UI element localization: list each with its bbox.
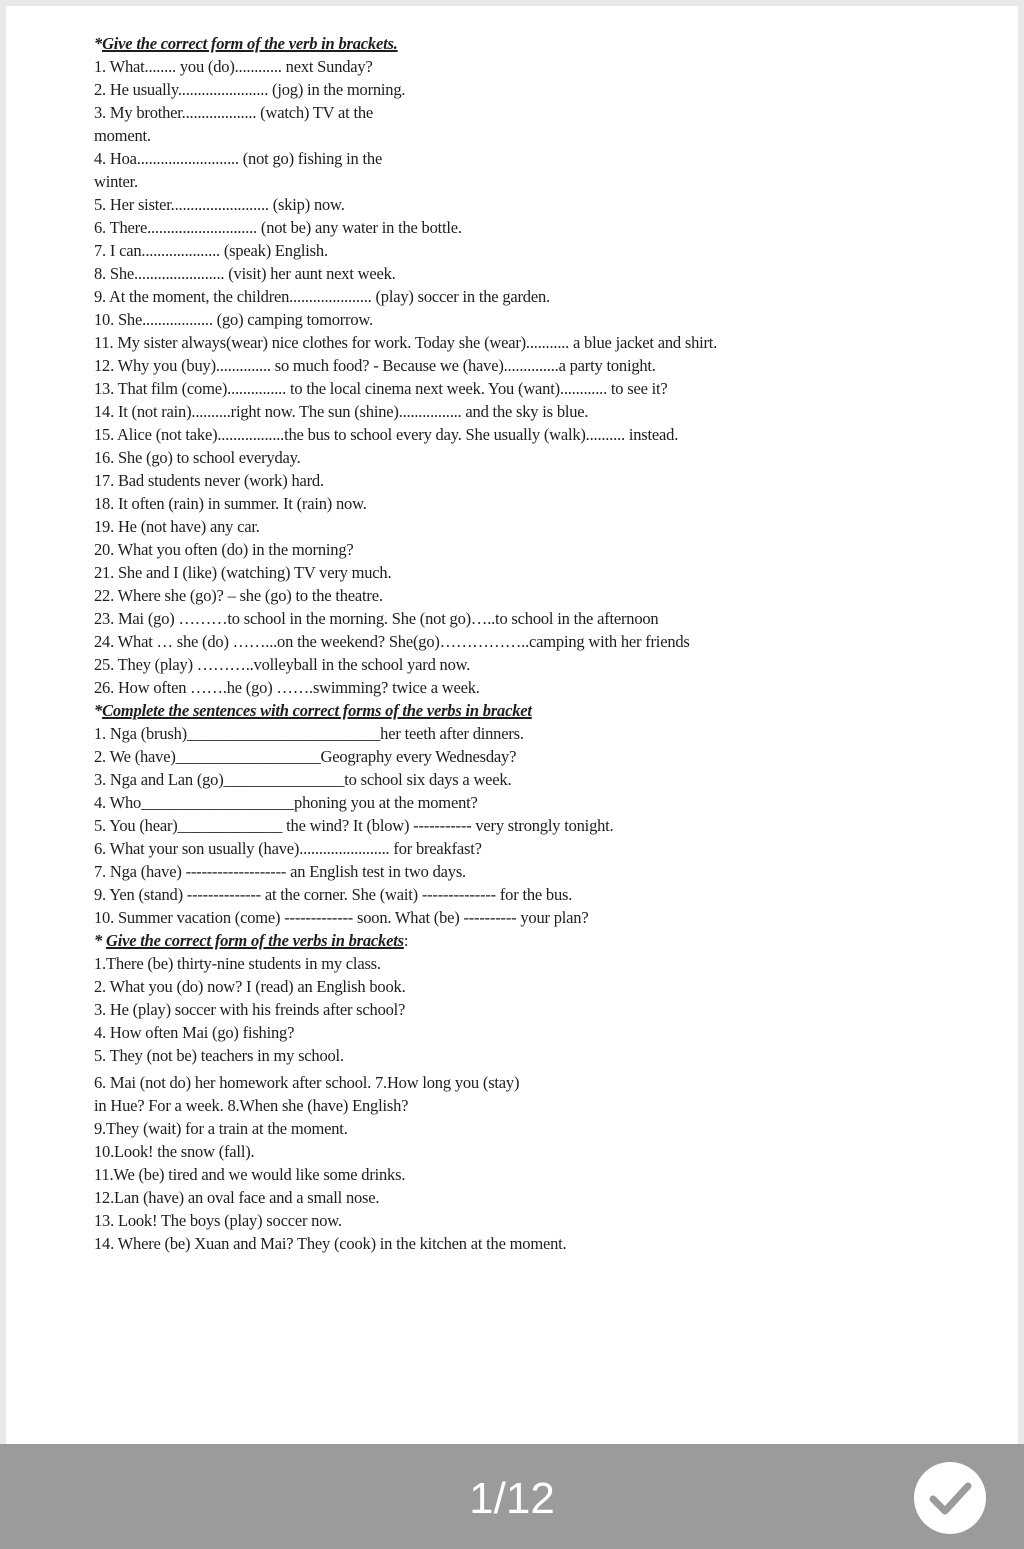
exercise-line: 12. Why you (buy).............. so much food? - Because we (have)..............a party tonight.: [94, 356, 656, 375]
exercise-line: 14. Where (be) Xuan and Mai? They (cook) in the kitchen at the moment.: [94, 1234, 567, 1253]
exercise-line: 3. My brother................... (watch) TV at the: [94, 103, 374, 122]
exercise-line: 12.Lan (have) an oval face and a small nose.: [94, 1188, 380, 1207]
exercise-line: 17. Bad students never (work) hard.: [94, 471, 324, 490]
worksheet-text: [94, 32, 894, 1255]
exercise-line: 22. Where she (go)? – she (go) to the theatre.: [94, 586, 383, 605]
check-icon: [914, 1462, 986, 1534]
exercise-line: 9.They (wait) for a train at the moment.: [94, 1119, 348, 1138]
exercise-line: 13. Look! The boys (play) soccer now.: [94, 1211, 342, 1230]
exercise-line: 9. Yen (stand) -------------- at the corner. She (wait) -------------- for the bus.: [94, 885, 573, 904]
exercise-line: 10.Look! the snow (fall).: [94, 1142, 255, 1161]
exercise-line: 5. They (not be) teachers in my school.: [94, 1046, 344, 1065]
exercise-line: 21. She and I (like) (watching) TV very much.: [94, 563, 392, 582]
exercise-line: 11. My sister always(wear) nice clothes for work. Today she (wear)........... a blue jacket and shirt.: [94, 333, 718, 352]
exercise-line: 9. At the moment, the children..................... (play) soccer in the garden.: [94, 287, 550, 306]
exercise-line: winter.: [94, 172, 138, 191]
exercise-line: 10. She.................. (go) camping tomorrow.: [94, 310, 373, 329]
exercise-line: 23. Mai (go) ………to school in the morning. She (not go)…..to school in the afternoon: [94, 609, 659, 628]
exercise-line: 2. He usually....................... (jog) in the morning.: [94, 80, 406, 99]
exercise-line: 6. What your son usually (have)....................... for breakfast?: [94, 839, 482, 858]
exercise-line: 3. Nga and Lan (go)_______________to school six days a week.: [94, 770, 512, 789]
exercise-line: 4. Who___________________phoning you at the moment?: [94, 793, 478, 812]
exercise-line: 13. That film (come)............... to the local cinema next week. You (want)............ to see it?: [94, 379, 668, 398]
bottom-bar: [0, 1444, 1024, 1549]
exercise-line: 1. Nga (brush)________________________her teeth after dinners.: [94, 724, 524, 743]
exercise-line: 8. She....................... (visit) her aunt next week.: [94, 264, 396, 283]
exercise-line: 6. There............................ (not be) any water in the bottle.: [94, 218, 462, 237]
exercise-line: 10. Summer vacation (come) ------------- soon. What (be) ---------- your plan?: [94, 908, 589, 927]
exercise-line: 2. We (have)__________________Geography every Wednesday?: [94, 747, 517, 766]
exercise-line: 1. What........ you (do)............ next Sunday?: [94, 57, 373, 76]
exercise-line: 2. What you (do) now? I (read) an English book.: [94, 977, 406, 996]
exercise-line: 25. They (play) ………..volleyball in the school yard now.: [94, 655, 471, 674]
exercise-line: 11.We (be) tired and we would like some drinks.: [94, 1165, 406, 1184]
exercise-line: 1.There (be) thirty-nine students in my class.: [94, 954, 381, 973]
exercise-line: 5. Her sister......................... (skip) now.: [94, 195, 345, 214]
section1-heading: *Give the correct form of the verb in brackets.: [94, 34, 398, 53]
exercise-line: 24. What … she (do) ……...on the weekend? She(go)……………..camping with her friends: [94, 632, 690, 651]
exercise-line: 15. Alice (not take).................the bus to school every day. She usually (walk).......... instead.: [94, 425, 679, 444]
exercise-line: 4. Hoa.......................... (not go) fishing in the: [94, 149, 383, 168]
exercise-line: moment.: [94, 126, 151, 145]
exercise-line: 14. It (not rain)..........right now. The sun (shine)................ and the sky is blue.: [94, 402, 589, 421]
exercise-line: 16. She (go) to school everyday.: [94, 448, 301, 467]
exercise-line: 5. You (hear)_____________ the wind? It (blow) ----------- very strongly tonight.: [94, 816, 614, 835]
exercise-paragraph: 6. Mai (not do) her homework after school. 7.How long you (stay) in Hue? For a week. 8.When she (have) English?: [94, 1073, 520, 1115]
exercise-line: 3. He (play) soccer with his freinds after school?: [94, 1000, 406, 1019]
document-page: [6, 6, 1018, 1444]
section3-heading: * Give the correct form of the verbs in brackets:: [94, 931, 409, 950]
exercise-line: 7. Nga (have) ------------------- an English test in two days.: [94, 862, 466, 881]
exercise-line: 7. I can.................... (speak) English.: [94, 241, 328, 260]
confirm-button[interactable]: [914, 1462, 986, 1534]
exercise-line: 4. How often Mai (go) fishing?: [94, 1023, 295, 1042]
exercise-line: 26. How often …….he (go) …….swimming? twice a week.: [94, 678, 480, 697]
exercise-line: 20. What you often (do) in the morning?: [94, 540, 354, 559]
exercise-line: 19. He (not have) any car.: [94, 517, 260, 536]
page-counter: 1/12: [469, 1474, 555, 1523]
section2-heading: *Complete the sentences with correct forms of the verbs in bracket: [94, 701, 532, 720]
exercise-line: 18. It often (rain) in summer. It (rain) now.: [94, 494, 367, 513]
